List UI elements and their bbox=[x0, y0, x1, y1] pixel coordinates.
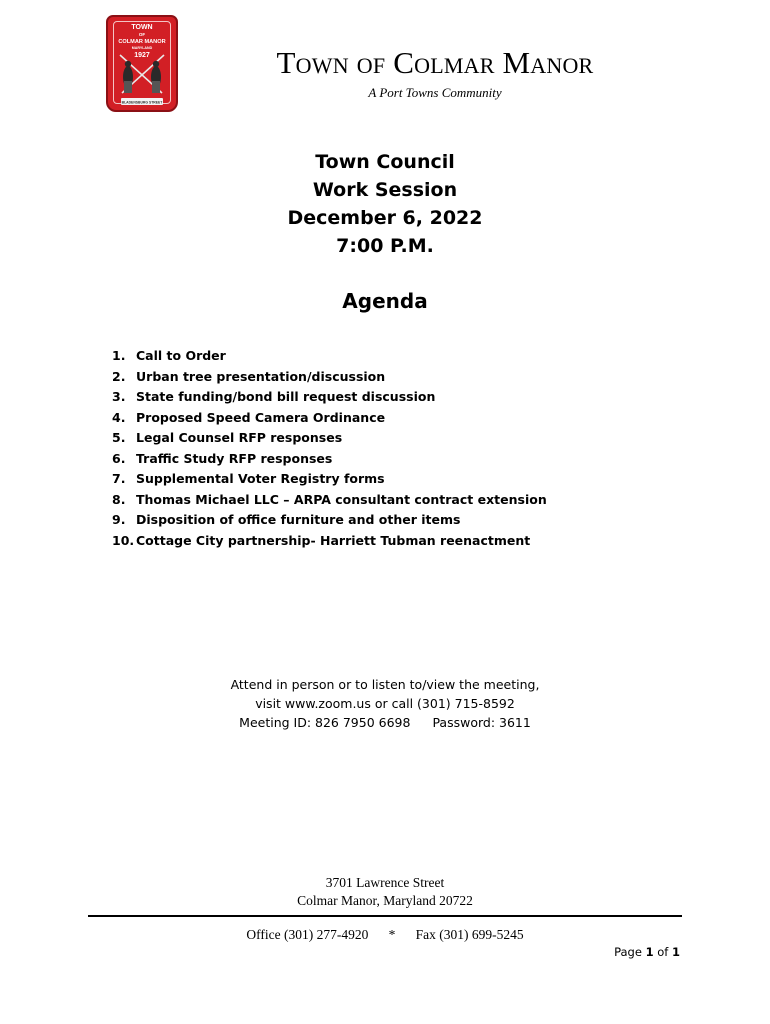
attend-line-1: Attend in person or to listen to/view the meeting, bbox=[230, 677, 540, 692]
seal-name-text: COLMAR MANOR bbox=[118, 39, 166, 45]
agenda-title: Agenda bbox=[342, 289, 428, 313]
agenda-item-text: Urban tree presentation/discussion bbox=[136, 368, 386, 384]
agenda-item-number: 1. bbox=[112, 348, 126, 363]
town-subtitle: A Port Towns Community bbox=[368, 85, 502, 100]
meeting-id: Meeting ID: 826 7950 6698 bbox=[239, 715, 411, 730]
agenda-item-number: 8. bbox=[112, 491, 126, 507]
agenda-item-number: 7. bbox=[112, 471, 126, 486]
agenda-item bbox=[112, 346, 547, 367]
agenda-item-text: Traffic Study RFP responses bbox=[136, 450, 333, 466]
town-seal-logo bbox=[106, 15, 178, 112]
agenda-item bbox=[112, 469, 547, 490]
seal-state-text: MARYLAND bbox=[131, 46, 153, 50]
agenda-item bbox=[112, 387, 547, 408]
meeting-date: December 6, 2022 bbox=[287, 207, 483, 229]
agenda-item bbox=[112, 449, 547, 470]
address-city: Colmar Manor, Maryland 20722 bbox=[297, 893, 473, 908]
agenda-item-number: 5. bbox=[112, 430, 126, 445]
meeting-credentials bbox=[170, 713, 600, 732]
town-title: Town of Colmar Manor bbox=[276, 45, 594, 80]
attend-line-2: visit www.zoom.us or call (301) 715-8592 bbox=[255, 696, 515, 711]
page-total: 1 bbox=[671, 945, 680, 959]
meeting-heading bbox=[200, 148, 570, 260]
agenda-item-text: Supplemental Voter Registry forms bbox=[136, 471, 385, 486]
page-number bbox=[614, 945, 680, 959]
meeting-body: Town Council bbox=[315, 151, 455, 173]
agenda-item-text: Thomas Michael LLC – ARPA consultant contract extension bbox=[136, 491, 547, 507]
agenda-item-number: 2. bbox=[112, 368, 126, 384]
agenda-item-text: State funding/bond bill request discussion bbox=[136, 389, 436, 404]
address-street: 3701 Lawrence Street bbox=[325, 875, 445, 890]
agenda-item bbox=[112, 428, 547, 449]
page-current: 1 bbox=[645, 945, 654, 959]
agenda-item-text: Disposition of office furniture and other items bbox=[136, 512, 461, 527]
meeting-password: Password: 3611 bbox=[432, 715, 531, 730]
agenda-item-text: Proposed Speed Camera Ordinance bbox=[136, 409, 386, 425]
meeting-time: 7:00 P.M. bbox=[336, 235, 434, 257]
agenda-item bbox=[112, 490, 547, 511]
seal-figures-icon bbox=[123, 61, 161, 93]
seal-of-text: OF bbox=[138, 32, 146, 37]
seal-bottom-text: BLADENSBURG STREET bbox=[121, 100, 163, 105]
agenda-item-text: Cottage City partnership- Harriett Tubman reenactment bbox=[136, 532, 531, 548]
agenda-item-number: 3. bbox=[112, 389, 126, 404]
agenda-item bbox=[112, 531, 547, 552]
agenda-item-text: Legal Counsel RFP responses bbox=[136, 430, 343, 445]
attendance-info bbox=[170, 675, 600, 732]
agenda-item-text: Call to Order bbox=[136, 348, 226, 363]
agenda-item-number: 10. bbox=[112, 532, 135, 548]
seal-year-text: 1927 bbox=[134, 52, 150, 59]
footer-divider bbox=[88, 915, 682, 917]
seal-emblem bbox=[106, 15, 178, 112]
page-prefix: Page bbox=[614, 945, 646, 959]
contact-line: Office (301) 277-4920 * Fax (301) 699-5245 bbox=[246, 927, 524, 942]
agenda-item-number: 4. bbox=[112, 409, 126, 425]
agenda-item bbox=[112, 367, 547, 388]
page-of: of bbox=[653, 945, 672, 959]
agenda-item bbox=[112, 510, 547, 531]
meeting-type: Work Session bbox=[312, 179, 458, 201]
agenda-list bbox=[112, 346, 547, 551]
agenda-item-number: 9. bbox=[112, 512, 126, 527]
town-address bbox=[200, 874, 570, 910]
agenda-item-number: 6. bbox=[112, 450, 126, 466]
agenda-item bbox=[112, 408, 547, 429]
seal-top-text: TOWN bbox=[131, 24, 153, 31]
